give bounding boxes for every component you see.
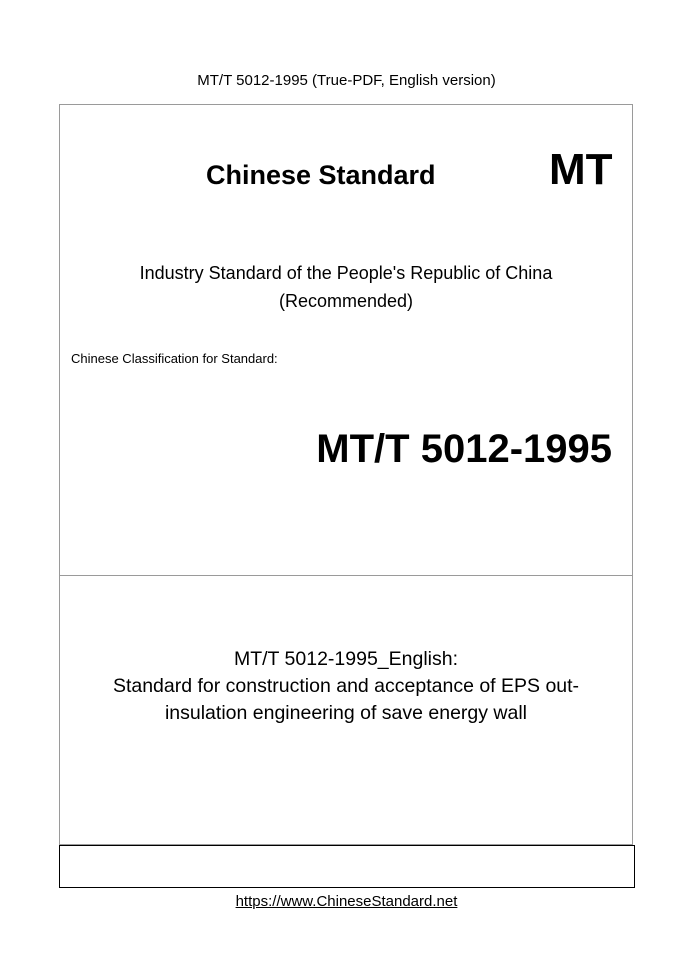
title-row [60, 145, 632, 195]
description-line-1: MT/T 5012-1995_English: [233, 648, 459, 670]
description-line-2: Standard for construction and acceptance of EPS out- [112, 675, 580, 697]
site-link-container [0, 893, 693, 911]
classification-label: Chinese Classification for Standard: [71, 351, 278, 366]
cover-subtitle [60, 259, 632, 315]
section-divider [60, 575, 632, 576]
cover-frame [59, 104, 633, 845]
subtitle-line-1: Industry Standard of the People's Republic of China [139, 263, 553, 283]
footer-box [59, 845, 635, 888]
page-header: MT/T 5012-1995 (True-PDF, English version) [197, 72, 496, 89]
site-link[interactable]: https://www.ChineseStandard.net [235, 893, 458, 910]
standard-description [70, 646, 622, 727]
standard-number: MT/T 5012-1995 [316, 427, 612, 471]
cover-title: Chinese Standard [206, 160, 436, 190]
standard-abbreviation: MT [549, 145, 613, 194]
description-line-3: insulation engineering of save energy wall [164, 702, 528, 724]
subtitle-line-2: (Recommended) [278, 291, 414, 311]
